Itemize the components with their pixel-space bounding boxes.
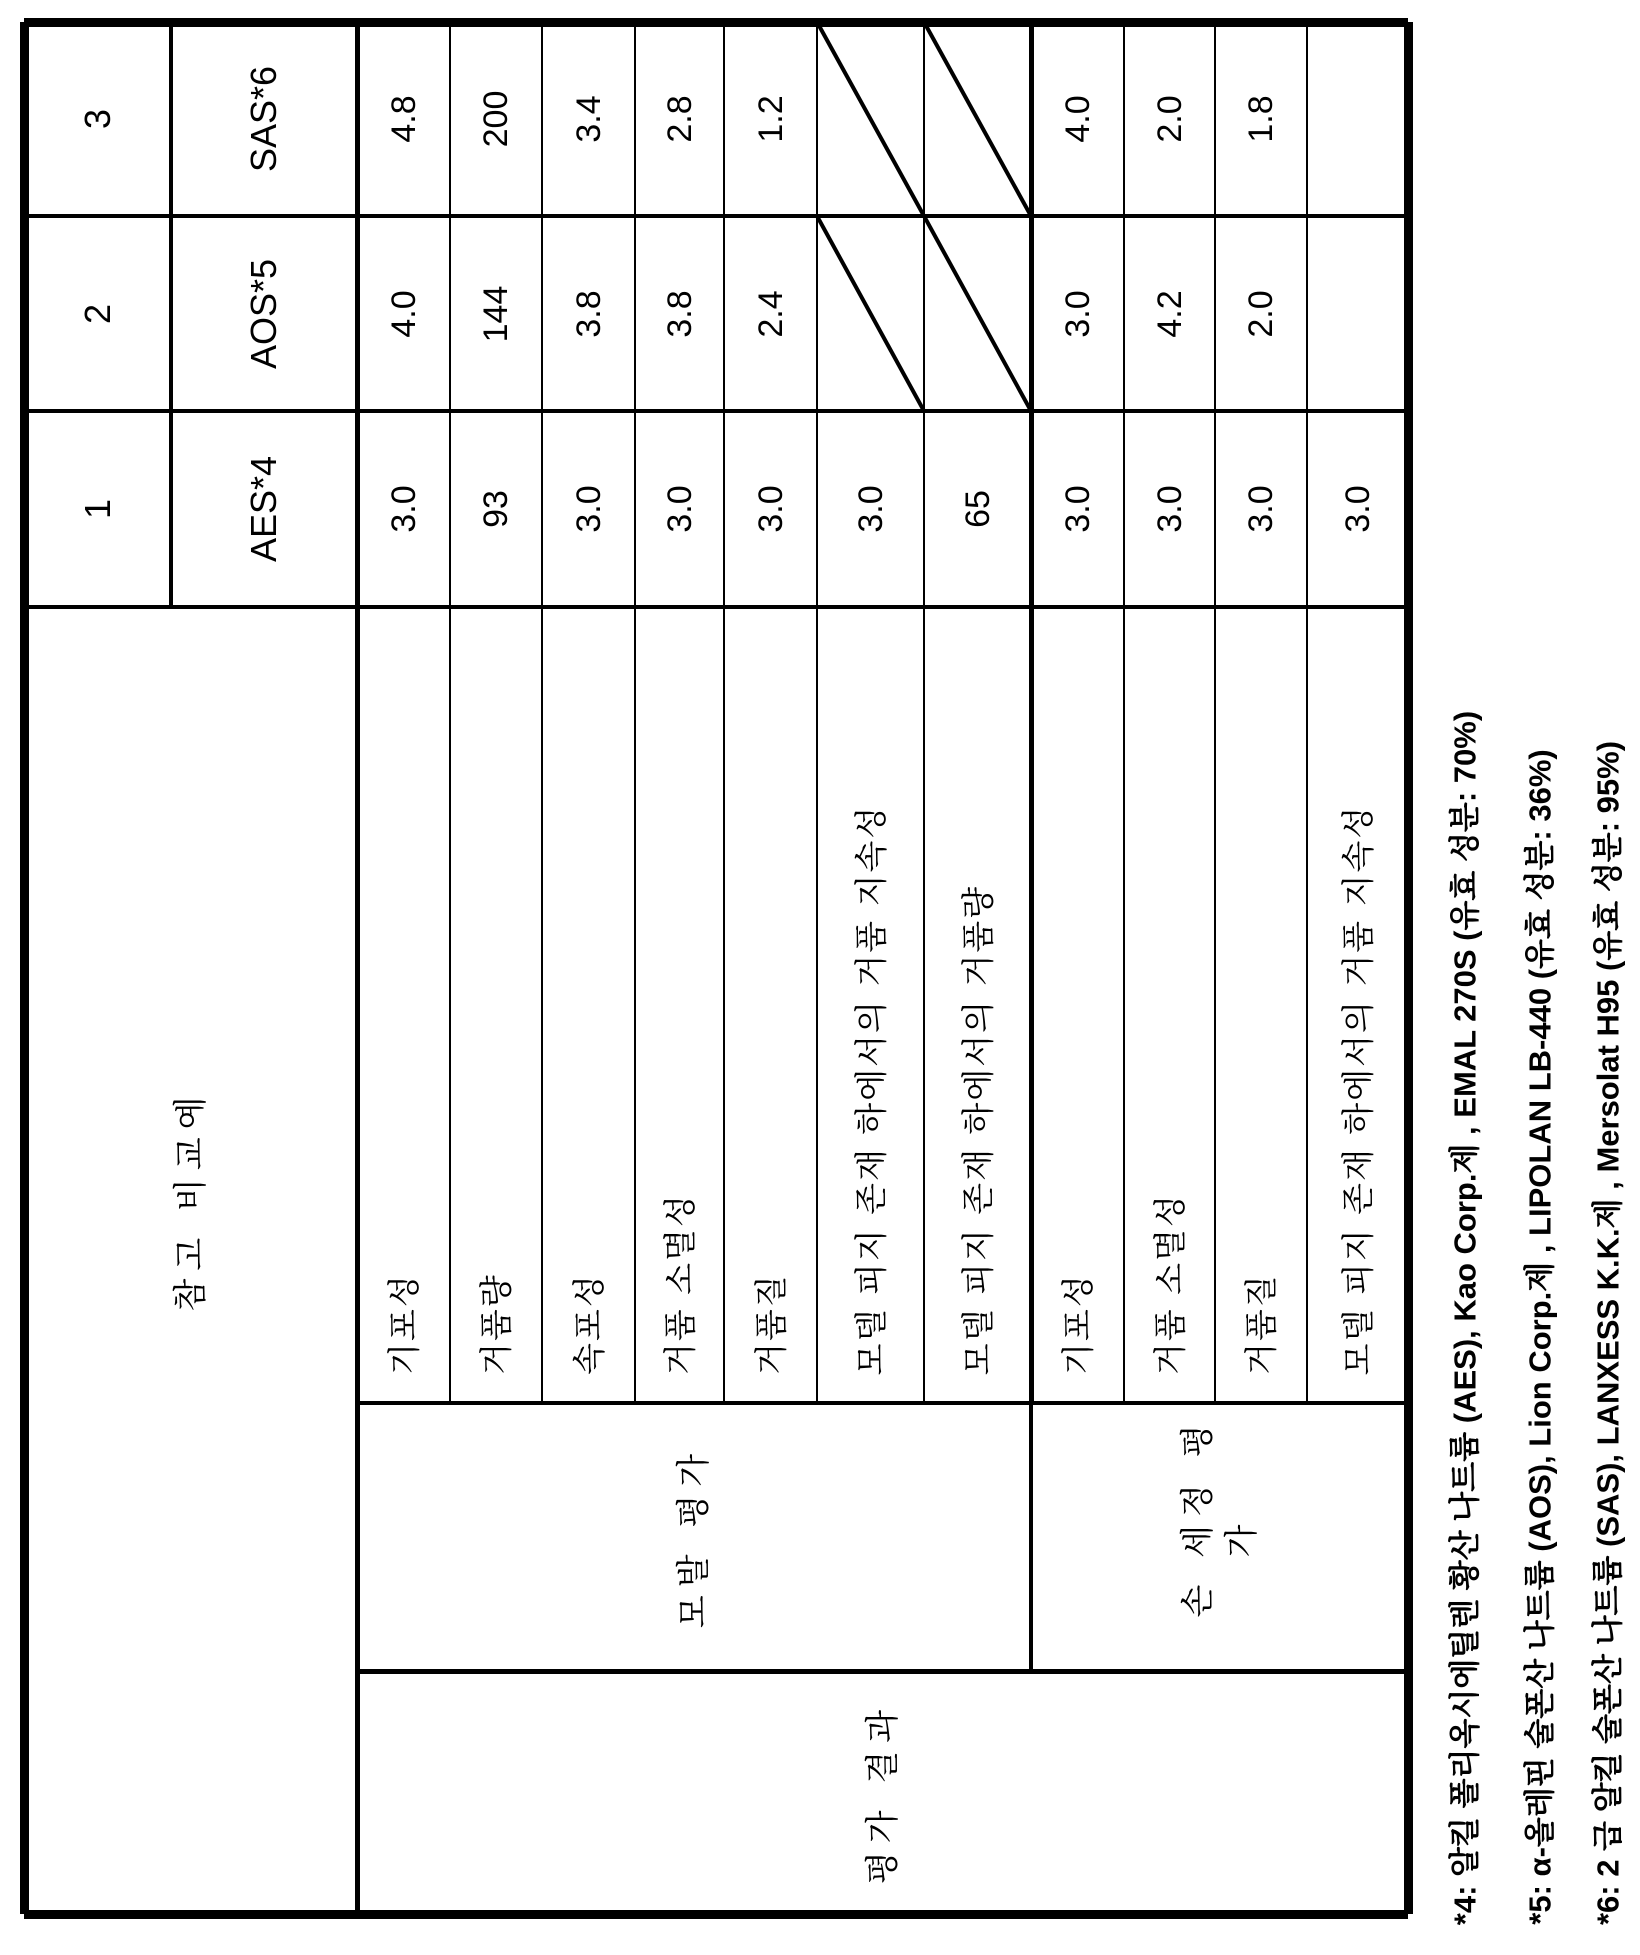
- strike-diagonal: [924, 216, 1031, 411]
- example-number: 1: [76, 498, 118, 520]
- cell-value: 3.0: [751, 485, 790, 533]
- cell-value: 3.0: [1058, 485, 1097, 533]
- row-label: 거품질: [751, 1273, 790, 1375]
- cell-value: 1.2: [751, 95, 790, 143]
- group-hand-wash-evaluation: 손 세정 평: [1177, 1416, 1218, 1618]
- row-label: 모델 피지 존재 하에서의 거품량: [958, 884, 997, 1375]
- footnote: [1447, 710, 1483, 1925]
- cell-value: 4.0: [1058, 95, 1097, 143]
- footnote-mark: *5:: [1522, 1876, 1558, 1925]
- row-label: 모델 피지 존재 하에서의 거품 지속성: [1338, 804, 1377, 1375]
- surfactant-name: AES*4: [243, 455, 284, 563]
- cell-value: 3.8: [660, 289, 699, 338]
- surfactant-name: SAS*6: [243, 65, 284, 173]
- footnote-text: 2 급 알킬 술폰산 나트륨 (SAS), LANXESS K.K.제 , Mersolat H95 (유효 성분: 95%): [1590, 740, 1626, 1877]
- cell-value: 144: [477, 285, 515, 342]
- strike-diagonal: [924, 22, 1031, 216]
- cell-value: 2.0: [1242, 289, 1280, 338]
- cell-value: 200: [477, 90, 515, 148]
- footnote-text: α-올레핀 술폰산 나트륨 (AOS), Lion Corp.제 , LIPOLAN LB-440 (유효 성분: 36%): [1522, 749, 1558, 1877]
- row-label: 모델 피지 존재 하에서의 거품 지속성: [851, 804, 890, 1375]
- cell-value: 3.0: [1150, 485, 1189, 533]
- row-label: 거품 소멸성: [1150, 1193, 1189, 1375]
- cell-value: 2.8: [660, 95, 699, 143]
- example-number: 3: [76, 108, 118, 130]
- cell-value: 93: [477, 490, 515, 528]
- cell-value: 3.0: [851, 485, 890, 533]
- surfactant-name: AOS*5: [243, 258, 284, 369]
- row-label: 속포성: [569, 1273, 608, 1375]
- cell-value: 4.0: [384, 289, 423, 338]
- footnote: [1590, 740, 1626, 1925]
- cell-value: 2.0: [1150, 95, 1189, 143]
- cell-value: 4.2: [1150, 289, 1189, 338]
- footnote-mark: *6:: [1590, 1876, 1626, 1925]
- cell-value: 3.0: [1058, 289, 1097, 338]
- cell-value: 4.8: [384, 95, 423, 143]
- footnote-mark: *4:: [1447, 1876, 1483, 1925]
- example-number: 2: [76, 303, 118, 324]
- cell-value: 3.8: [569, 289, 608, 338]
- cell-value: 2.4: [751, 289, 790, 338]
- cell-value: 3.0: [569, 485, 608, 533]
- cell-value: 3.0: [660, 485, 699, 533]
- cell-value: 3.4: [569, 95, 608, 143]
- row-label: 거품량: [476, 1273, 516, 1375]
- row-label: 기포성: [384, 1273, 423, 1375]
- footnote: [1522, 749, 1558, 1925]
- cell-value: 1.8: [1242, 95, 1280, 143]
- strike-diagonal: [817, 216, 924, 411]
- row-label: 거품 소멸성: [660, 1193, 699, 1375]
- cell-value: 3.0: [1242, 485, 1280, 533]
- cell-value: 65: [958, 490, 997, 528]
- cell-value: 3.0: [384, 485, 423, 533]
- footnote-text: 알킬 폴리옥시에틸렌 황산 나트륨 (AES), Kao Corp.제 , EMAL 270S (유효 성분: 70%): [1447, 710, 1483, 1877]
- group-hand-wash-evaluation-cont: 가: [1221, 1516, 1262, 1558]
- reference-comparative-header: 참고 비교예: [170, 1088, 211, 1312]
- strike-diagonal: [817, 22, 924, 216]
- evaluation-results-header: 평가 결과: [862, 1701, 903, 1884]
- cell-value: 3.0: [1338, 485, 1377, 533]
- row-label: 기포성: [1058, 1273, 1097, 1375]
- row-label: 거품질: [1241, 1273, 1281, 1375]
- group-hair-evaluation: 모발 평가: [674, 1445, 714, 1629]
